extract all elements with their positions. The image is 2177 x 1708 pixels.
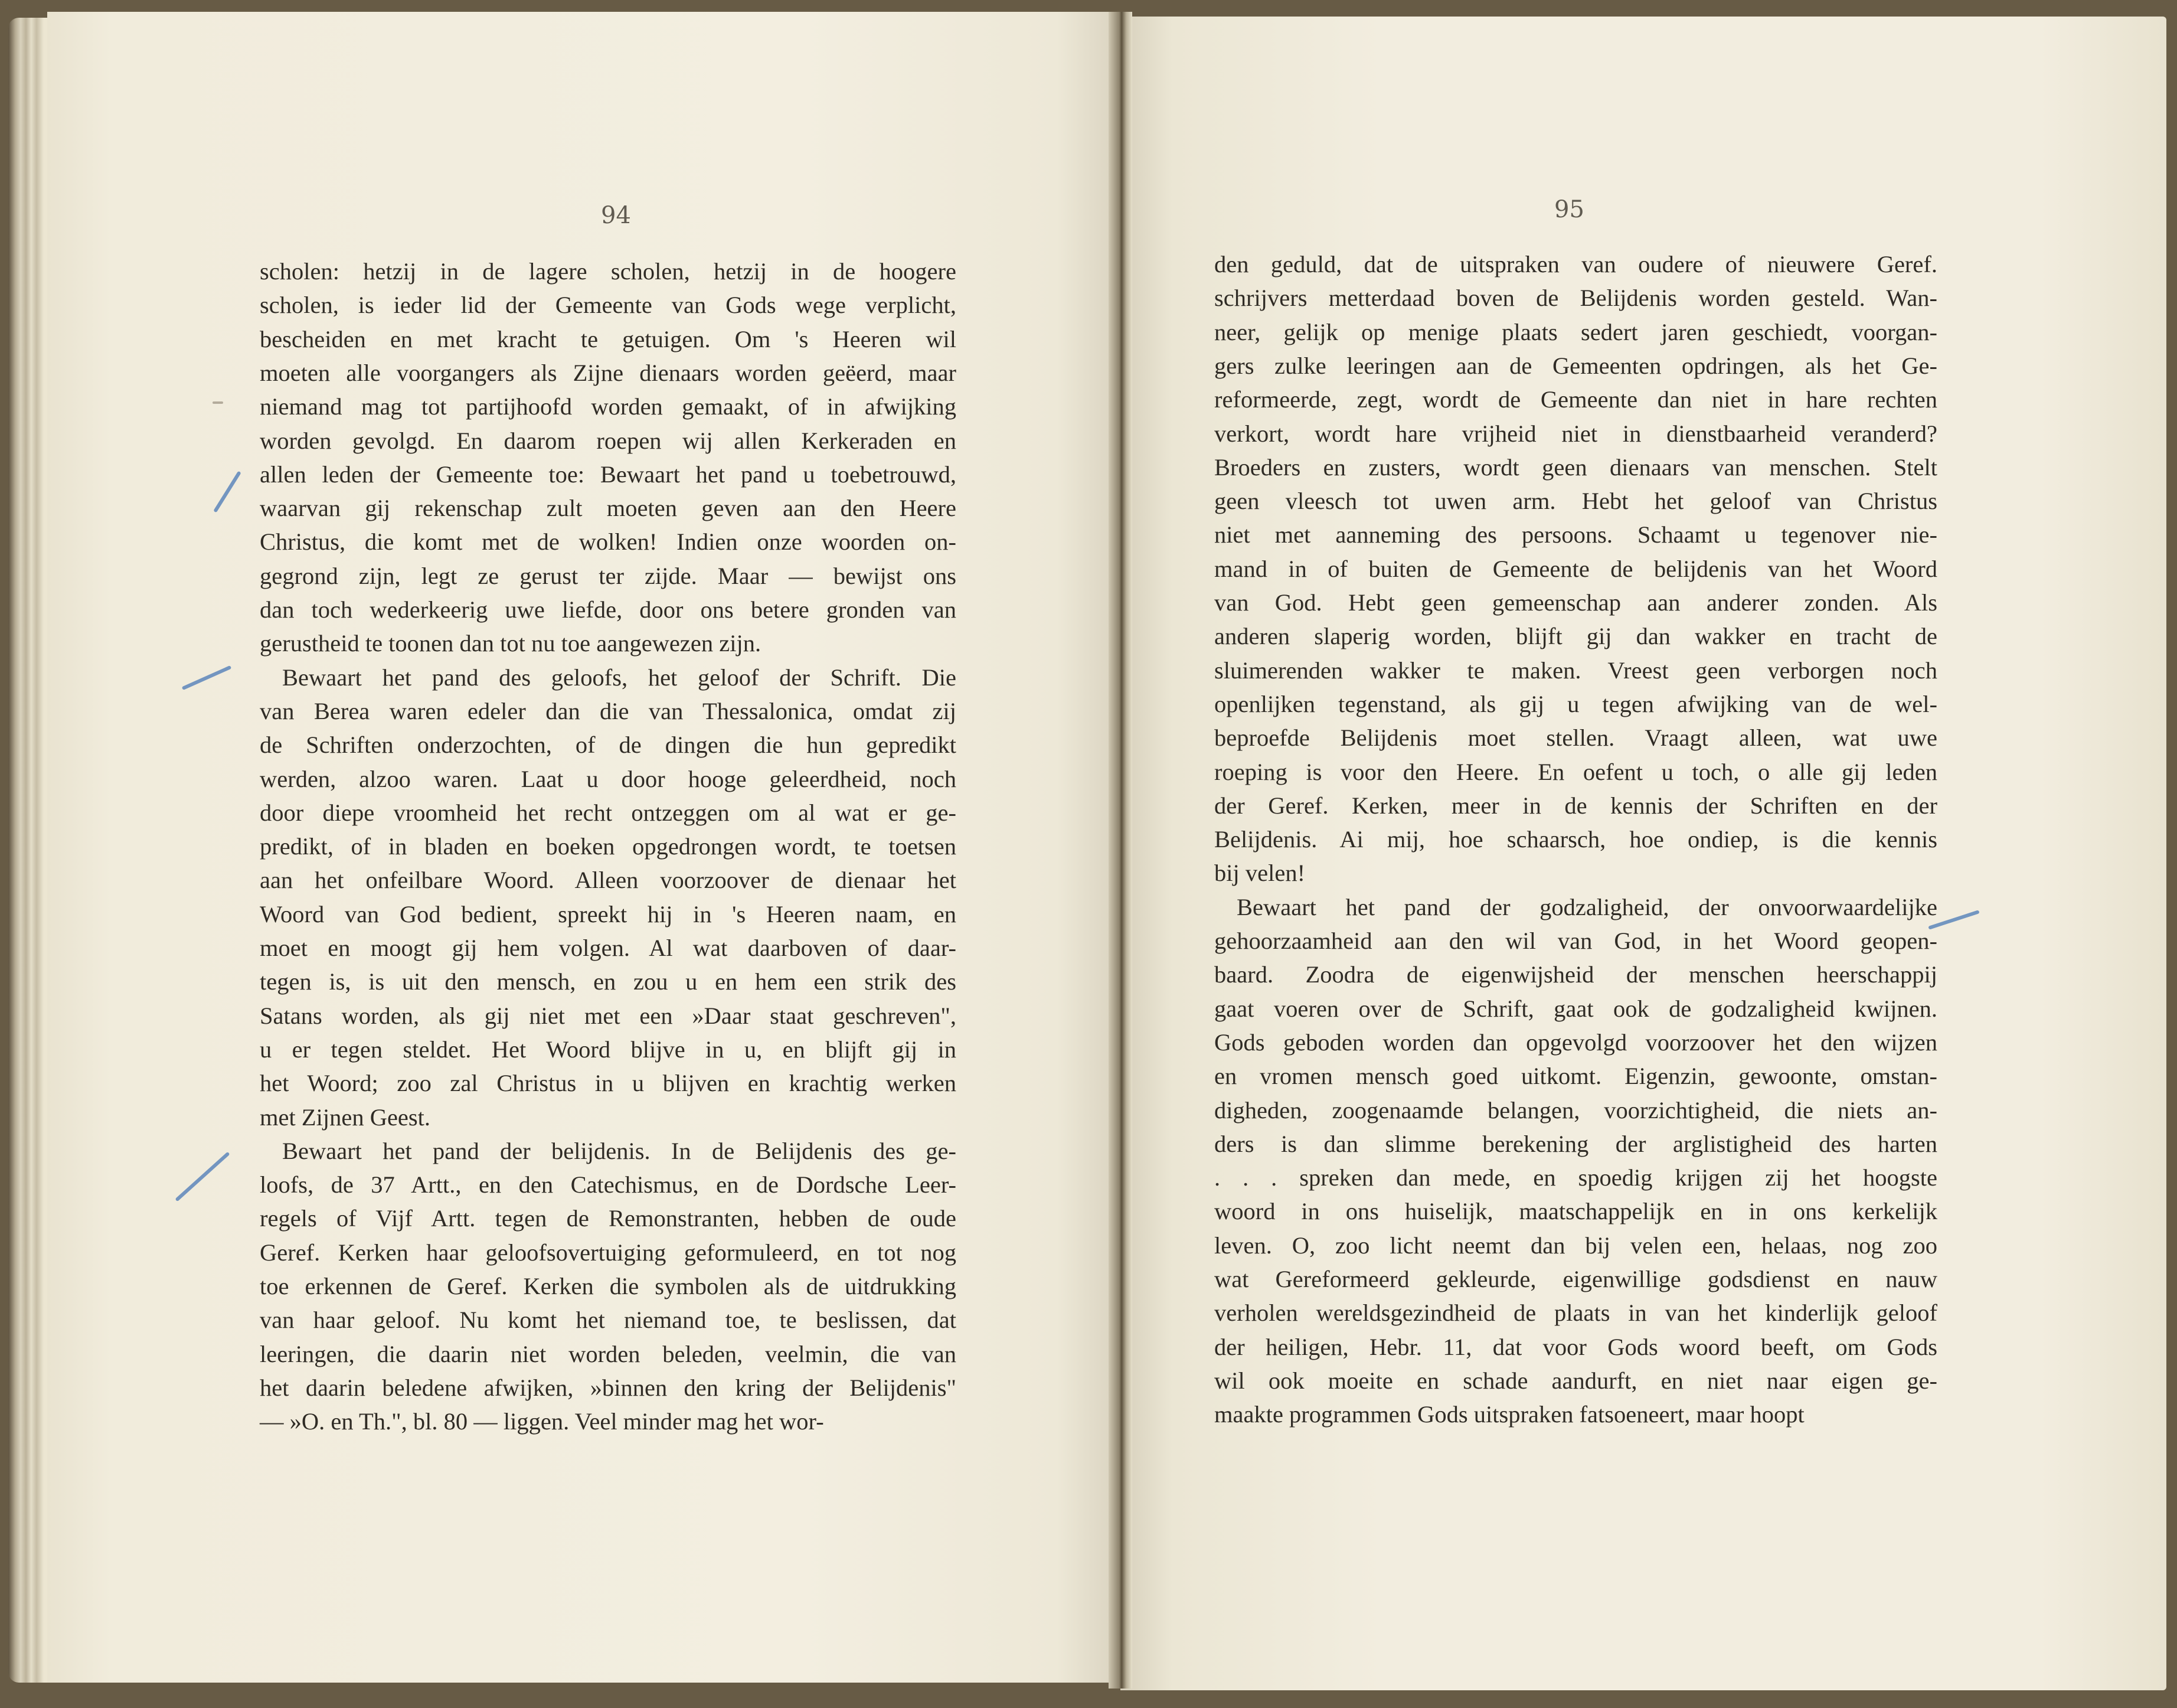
text-line: bij velen!: [1214, 860, 1306, 887]
left-page-number: 94: [601, 202, 631, 229]
text-line: moeten alle voorgangers als Zijne dienaars worden geëerd, maar: [260, 359, 956, 386]
text-line: niet met aanneming des persoons. Schaamt u tegenover nie-: [1214, 521, 1937, 548]
text-line: scholen: hetzij in de lagere scholen, hetzij in de hoogere: [260, 258, 956, 285]
text-line: de Schriften onderzochten, of de dingen die hun gepredikt: [260, 731, 956, 759]
text-line: reformeerde, zegt, wordt de Gemeente dan niet in hare rechten: [1214, 386, 1937, 413]
text-line: mand in of buiten de Gemeente de belijdenis van het Woord: [1214, 555, 1937, 582]
text-line: . . . spreken dan mede, en spoedig krijgen zij het hoogste: [1214, 1164, 1937, 1191]
text-line: digheden, zoogenaamde belangen, voorzichtigheid, die niets an-: [1214, 1096, 1937, 1124]
text-line: gehoorzaamheid aan den wil van God, in het Woord geopen-: [1214, 928, 1937, 954]
text-line: verkort, wordt hare vrijheid niet in dienstbaarheid veranderd?: [1214, 420, 1937, 447]
text-line: der heiligen, Hebr. 11, dat voor Gods woord beeft, om Gods: [1214, 1333, 1937, 1360]
text-line: niemand mag tot partijhoofd worden gemaakt, of in afwijking: [260, 393, 956, 420]
text-line: toe erkennen de Geref. Kerken die symbolen als de uitdrukking: [260, 1273, 956, 1299]
text-line: gegrond zijn, legt ze gerust ter zijde. Maar — bewijst ons: [260, 562, 956, 589]
text-line: aan het onfeilbare Woord. Alleen voorzoover de dienaar het: [260, 867, 956, 894]
text-line: den geduld, dat de uitspraken van oudere of nieuwere Geref.: [1214, 251, 1937, 277]
text-line: bescheiden en met kracht te getuigen. Om 's Heeren wil: [260, 325, 956, 352]
text-line: het daarin beledene afwijken, »binnen den kring der Belijdenis": [260, 1374, 956, 1401]
right-page-text: [1214, 253, 1952, 1445]
text-line: predikt, of in bladen en boeken opgedrongen wordt, te toetsen: [260, 833, 956, 860]
text-line: der Geref. Kerken, meer in de kennis der Schriften en der: [1214, 792, 1937, 819]
text-line: Woord van God bedient, spreekt hij in 's Heeren naam, en: [260, 900, 956, 928]
text-line: wat Gereformeerd gekleurde, eigenwillige godsdienst en nauw: [1214, 1266, 1937, 1292]
text-line: geen vleesch tot uwen arm. Hebt het geloof van Christus: [1214, 488, 1937, 515]
text-line: ders is dan slimme berekening der arglistigheid des harten: [1214, 1130, 1937, 1157]
text-line: dan toch wederkeerig uwe liefde, door ons betere gronden van: [260, 596, 956, 623]
text-line: door diepe vroomheid het recht ontzeggen om al wat er ge-: [260, 799, 956, 826]
text-line: neer, gelijk op menige plaats sedert jaren geschiedt, voorgan-: [1214, 318, 1937, 345]
text-line: maakte programmen Gods uitspraken fatsoeneert, maar hoopt: [1214, 1401, 1805, 1428]
text-line: u er tegen steldet. Het Woord blijve in u, en blijft gij in: [260, 1036, 956, 1063]
text-line: anderen slaperig worden, blijft gij dan wakker en tracht de: [1214, 623, 1937, 650]
text-line: woord in ons huiselijk, maatschappelijk en in ons kerkelijk: [1214, 1198, 1937, 1225]
text-line: van Berea waren edeler dan die van Thessalonica, omdat zij: [260, 697, 956, 724]
text-line: Broeders en zusters, wordt geen dienaars van menschen. Stelt: [1214, 453, 1937, 481]
text-line: tegen is, is uit den mensch, en zou u en hem een strik des: [260, 968, 956, 995]
text-line: leeringen, die daarin niet worden beleden, veelmin, die van: [260, 1340, 956, 1367]
text-line: Satans worden, als gij niet met een »Daar staat geschreven",: [260, 1002, 956, 1029]
text-line: Bewaart het pand der godzaligheid, der onvoorwaardelijke: [1237, 893, 1937, 920]
text-line: Geref. Kerken haar geloofsovertuiging geformuleerd, en tot nog: [260, 1239, 956, 1266]
text-line: werden, alzoo waren. Laat u door hooge geleerdheid, noch: [260, 765, 956, 792]
text-line: het Woord; zoo zal Christus in u blijven en krachtig werken: [260, 1070, 956, 1097]
text-line: met Zijnen Geest.: [260, 1103, 431, 1131]
text-line: sluimerenden wakker te maken. Vreest geen verborgen noch: [1214, 657, 1937, 684]
text-line: gers zulke leeringen aan de Gemeenten opdringen, als het Ge-: [1214, 352, 1937, 379]
text-line: baard. Zoodra de eigenwijsheid der menschen heerschappij: [1214, 961, 1937, 988]
text-line: schrijvers metterdaad boven de Belijdenis worden gesteld. Wan-: [1214, 285, 1937, 312]
text-line: wil ook moeite en schade aandurft, en niet naar eigen ge-: [1214, 1367, 1937, 1394]
text-line: — »O. en Th.", bl. 80 — liggen. Veel minder mag het wor-: [260, 1408, 824, 1435]
text-line: en vromen mensch goed uitkomt. Eigenzin, gewoonte, omstan-: [1214, 1063, 1937, 1090]
text-line: roeping is voor den Heere. En oefent u toch, o alle gij leden: [1214, 758, 1937, 785]
left-page-text: [260, 260, 968, 1452]
text-line: allen leden der Gemeente toe: Bewaart het pand u toebetrouwd,: [260, 461, 956, 488]
text-line: Christus, die komt met de wolken! Indien onze woorden on-: [260, 528, 956, 556]
text-line: moet en moogt gij hem volgen. Al wat daarboven of daar-: [260, 935, 956, 961]
text-line: Belijdenis. Ai mij, hoe schaarsch, hoe ondiep, is die kennis: [1214, 826, 1937, 853]
text-line: gerustheid te toonen dan tot nu toe aangewezen zijn.: [260, 630, 761, 657]
text-line: openlijken tegenstand, als gij u tegen afwijking van de wel-: [1214, 690, 1937, 717]
text-line: regels of Vijf Artt. tegen de Remonstranten, hebben de oude: [260, 1205, 956, 1232]
text-line: Bewaart het pand des geloofs, het geloof der Schrift. Die: [282, 664, 956, 691]
text-line: scholen, is ieder lid der Gemeente van Gods wege verplicht,: [260, 292, 956, 319]
text-line: van God. Hebt geen gemeenschap aan anderer zonden. Als: [1214, 589, 1937, 616]
margin-pencil-dash: [213, 401, 223, 404]
text-line: verholen wereldsgezindheid de plaats in van het kinderlijk geloof: [1214, 1299, 1937, 1327]
text-line: Gods geboden worden dan opgevolgd voorzoover het den wijzen: [1214, 1028, 1937, 1056]
text-line: waarvan gij rekenschap zult moeten geven aan den Heere: [260, 495, 956, 522]
text-line: worden gevolgd. En daarom roepen wij allen Kerkeraden en: [260, 427, 956, 454]
text-line: loofs, de 37 Artt., en den Catechismus, en de Dordsche Leer-: [260, 1171, 956, 1198]
text-line: van haar geloof. Nu komt het niemand toe, te beslissen, dat: [260, 1307, 956, 1334]
text-line: beproefde Belijdenis moet stellen. Vraagt alleen, wat uwe: [1214, 724, 1937, 752]
text-line: Bewaart het pand der belijdenis. In de Belijdenis des ge-: [282, 1137, 956, 1164]
book-gutter: [1109, 12, 1132, 1689]
text-line: gaat voeren over de Schrift, gaat ook de godzaligheid kwijnen.: [1214, 995, 1937, 1022]
right-page-number: 95: [1554, 196, 1584, 223]
text-line: leven. O, zoo licht neemt dan bij velen een, helaas, nog zoo: [1214, 1232, 1937, 1259]
